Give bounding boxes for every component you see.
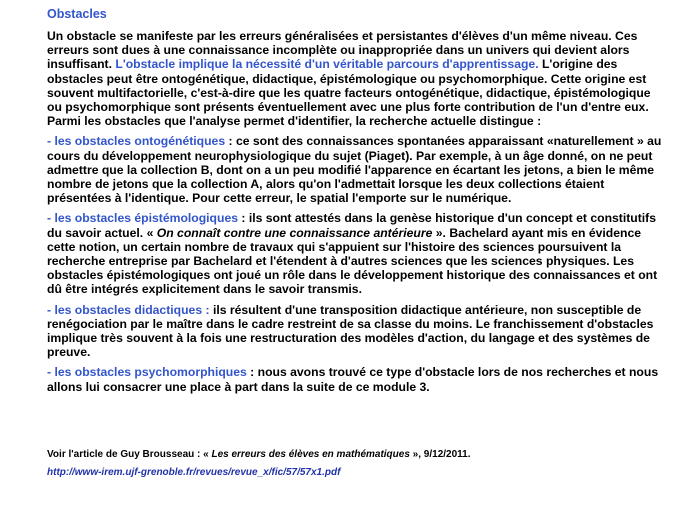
intro-highlight: L'obstacle implique la nécessité d'un véritable parcours d'apprentissage. bbox=[115, 57, 539, 72]
epistemological-text-b: ». Bachelard ayant mis en évidence cette notion, un certain nombre de travaux qui s'appuient sur l'histoire des sciences poursuivent la recherche entreprise par Bachelard et l'étendent à d'autres sciences que les sciences physiques. Les obstacles épistémologiques ont joué un rôle dans le développement historique des connaissances et ont dû être intégrés explicitement dans le savoir transmis. bbox=[47, 225, 658, 297]
reference-line bbox=[47, 448, 471, 461]
didactic-text: ils résultent d'une transposition didactique antérieure, non susceptible de renégociation par le maître dans le cadre restreint de sa classe du moins. Le franchissement d'obstacles implique très souvent à la fois une restructuration des modèles d'action, du langage et des systèmes de preuve. bbox=[47, 302, 654, 360]
didactic-label: - les obstacles didactiques : bbox=[47, 302, 210, 317]
epistemological-paragraph bbox=[47, 211, 668, 296]
epistemological-quote: On connaît contre une connaissance antérieure bbox=[156, 225, 433, 240]
ontogenetic-text: : ce sont des connaissances spontanées apparaissant «naturellement » au cours du développement neurophysiologique du sujet (Piaget). Par exemple, à un âge donné, on ne peut admettre que la collection B, dont on a un peu modifié l'apparence en écartant les jetons, a bien le même nombre de jetons que la collection A, alors qu'on l'admettait lorsque les deux collections étaient présentées à l'identique. Pour cette erreur, le spatial l'emporte sur le numérique. bbox=[47, 134, 662, 206]
reference-url-link[interactable]: http://www-irem.ujf-grenoble.fr/revues/revue_x/fic/57/57x1.pdf bbox=[47, 467, 341, 478]
epistemological-text-a: : ils sont attestés dans la genèse historique d'un concept et constitutifs du savoir actuel. « bbox=[47, 211, 657, 240]
epistemological-label: - les obstacles épistémologiques bbox=[47, 211, 238, 226]
didactic-paragraph bbox=[47, 303, 668, 360]
reference-article: Les erreurs des élèves en mathématiques bbox=[211, 449, 410, 460]
intro-paragraph bbox=[47, 29, 668, 128]
psychomorphic-label: - les obstacles psychomorphiques bbox=[47, 365, 247, 380]
psychomorphic-text: : nous avons trouvé ce type d'obstacle lors de nos recherches et nous allons lui consacrer une place à part dans la suite de ce module 3. bbox=[47, 365, 659, 394]
ontogenetic-paragraph bbox=[47, 134, 668, 205]
psychomorphic-paragraph bbox=[47, 365, 668, 393]
intro-text-1: Un obstacle se manifeste par les erreurs généralisées et persistantes d'élèves d'un même niveau. Ces erreurs sont dues à une connaissance incomplète ou inappropriée dans un univers qui devient alors insuffisant. bbox=[47, 29, 638, 72]
intro-text-2: L'origine des obstacles peut être ontogénétique, didactique, épistémologique ou psychomorphique. Cette origine est souvent multifactorielle, c'est-à-dire que les quatre facteurs ontogénétique, didactique, épistémologique ou psychomorphique sont présents éventuellement avec une plus forte contribution de l'un d'entre eux. Parmi les obstacles que l'analyse permet d'identifier, la recherche actuelle distingue : bbox=[47, 57, 651, 129]
reference-suffix: », 9/12/2011. bbox=[409, 449, 471, 460]
section-title: Obstacles bbox=[47, 7, 107, 21]
ontogenetic-label: - les obstacles ontogénétiques bbox=[47, 134, 226, 149]
reference-prefix: Voir l'article de Guy Brousseau : « bbox=[47, 449, 212, 460]
